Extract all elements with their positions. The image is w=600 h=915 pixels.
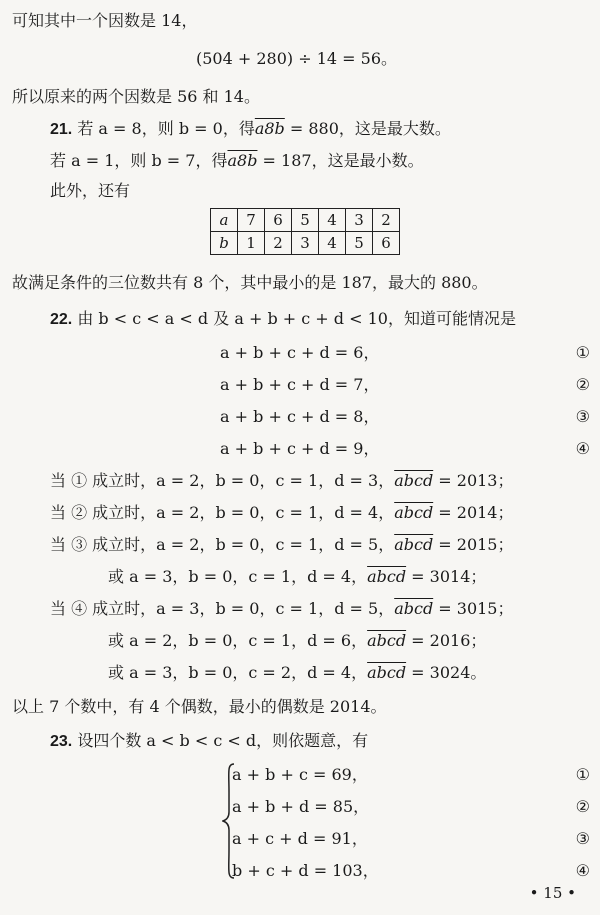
p22-summary: 以上 7 个数中，有 4 个偶数，最小的偶数是 2014。 — [12, 697, 387, 716]
table-cell: 3 — [346, 209, 373, 232]
case-text: 或 a = 2，b = 0，c = 1，d = 6， — [108, 631, 368, 650]
problem-21-line-2 — [50, 150, 424, 172]
p21-b-overline-number: a8b — [227, 151, 258, 170]
table-cell: 6 — [373, 232, 400, 255]
case-value: = 2014； — [433, 503, 514, 522]
p21-a-end: = 880，这是最大数。 — [284, 119, 451, 138]
p22-case-7 — [108, 662, 486, 684]
case-text: 当 ④ 成立时，a = 3，b = 0，c = 1，d = 5， — [50, 599, 395, 618]
p22-case-3 — [50, 534, 514, 556]
table-cell: a — [211, 209, 238, 232]
table-cell: 5 — [292, 209, 319, 232]
case-overline-number: abcd — [394, 503, 434, 522]
table-row-a — [211, 209, 400, 232]
p23-intro-text: 设四个数 a < b < c < d，则依题意，有 — [77, 731, 369, 750]
p23-mark-4: ④ — [575, 861, 590, 880]
p23-mark-1: ① — [575, 765, 590, 784]
p22-mark-3: ③ — [575, 407, 590, 426]
p22-case-6 — [108, 630, 486, 652]
p22-eq-1: a + b + c + d = 6， — [220, 343, 380, 362]
problem-23-intro — [50, 730, 368, 753]
table-cell: 3 — [292, 232, 319, 255]
case-overline-number: abcd — [394, 471, 434, 490]
p22-case-2 — [50, 502, 514, 524]
p23-eq-3: a + c + d = 91， — [232, 829, 368, 848]
p22-eq-3: a + b + c + d = 8， — [220, 407, 380, 426]
table-cell: 7 — [238, 209, 265, 232]
table-row-b — [211, 232, 400, 255]
case-text: 当 ① 成立时，a = 2，b = 0，c = 1，d = 3， — [50, 471, 395, 490]
problem-22-number: 22. — [50, 311, 73, 328]
p23-mark-3: ③ — [575, 829, 590, 848]
table-cell: 2 — [265, 232, 292, 255]
table-cell: 4 — [319, 209, 346, 232]
text-line-3: 所以原来的两个因数是 56 和 14。 — [12, 87, 260, 106]
p23-mark-2: ② — [575, 797, 590, 816]
case-value: = 3024。 — [406, 663, 487, 682]
problem-21-line-3: 此外，还有 — [50, 181, 131, 200]
p22-equation-list — [220, 342, 590, 462]
case-text: 当 ③ 成立时，a = 2，b = 0，c = 1，d = 5， — [50, 535, 395, 554]
p23-eq-1: a + b + c = 69， — [232, 765, 368, 784]
problem-22-intro — [50, 308, 516, 331]
case-overline-number: abcd — [394, 535, 434, 554]
case-overline-number: abcd — [367, 567, 407, 586]
p21-b-end: = 187，这是最小数。 — [257, 151, 424, 170]
case-value: = 3014； — [406, 567, 487, 586]
p22-eq-4: a + b + c + d = 9， — [220, 439, 380, 458]
p22-eq-2: a + b + c + d = 7， — [220, 375, 380, 394]
p21-a-text: 若 a = 8，则 b = 0，得 — [77, 119, 255, 138]
ab-table — [210, 208, 400, 255]
p23-equation-list — [232, 764, 590, 884]
table-cell: 2 — [373, 209, 400, 232]
table-cell: 5 — [346, 232, 373, 255]
case-text: 当 ② 成立时，a = 2，b = 0，c = 1，d = 4， — [50, 503, 395, 522]
equation-line: (504 + 280) ÷ 14 = 56。 — [196, 49, 398, 68]
problem-21-number: 21. — [50, 121, 73, 138]
table-cell: b — [211, 232, 238, 255]
problem-21-line-1 — [50, 118, 451, 141]
case-value: = 2013； — [433, 471, 514, 490]
case-text: 或 a = 3，b = 0，c = 2，d = 4， — [108, 663, 368, 682]
table-cell: 4 — [319, 232, 346, 255]
problem-23-number: 23. — [50, 733, 73, 750]
case-value: = 2016； — [406, 631, 487, 650]
case-text: 或 a = 3，b = 0，c = 1，d = 4， — [108, 567, 368, 586]
p22-mark-1: ① — [575, 343, 590, 362]
table-cell: 6 — [265, 209, 292, 232]
p21-b-text: 若 a = 1，则 b = 7，得 — [50, 151, 228, 170]
page-number: • 15 • — [529, 884, 576, 902]
p22-mark-4: ④ — [575, 439, 590, 458]
case-overline-number: abcd — [367, 631, 407, 650]
case-value: = 2015； — [433, 535, 514, 554]
case-value: = 3015； — [433, 599, 514, 618]
p22-intro-text: 由 b < c < a < d 及 a + b + c + d < 10，知道可能情况是 — [77, 309, 516, 328]
case-overline-number: abcd — [367, 663, 407, 682]
p22-case-5 — [50, 598, 514, 620]
p21-a-overline-number: a8b — [254, 119, 285, 138]
text-line-1: 可知其中一个因数是 14， — [12, 11, 198, 30]
p22-case-4 — [108, 566, 486, 588]
table-cell: 1 — [238, 232, 265, 255]
p23-eq-4: b + c + d = 103， — [232, 861, 379, 880]
problem-21-conclusion: 故满足条件的三位数共有 8 个，其中最小的是 187，最大的 880。 — [12, 273, 488, 292]
p22-mark-2: ② — [575, 375, 590, 394]
p22-case-1 — [50, 470, 514, 492]
case-overline-number: abcd — [394, 599, 434, 618]
p23-eq-2: a + b + d = 85， — [232, 797, 370, 816]
